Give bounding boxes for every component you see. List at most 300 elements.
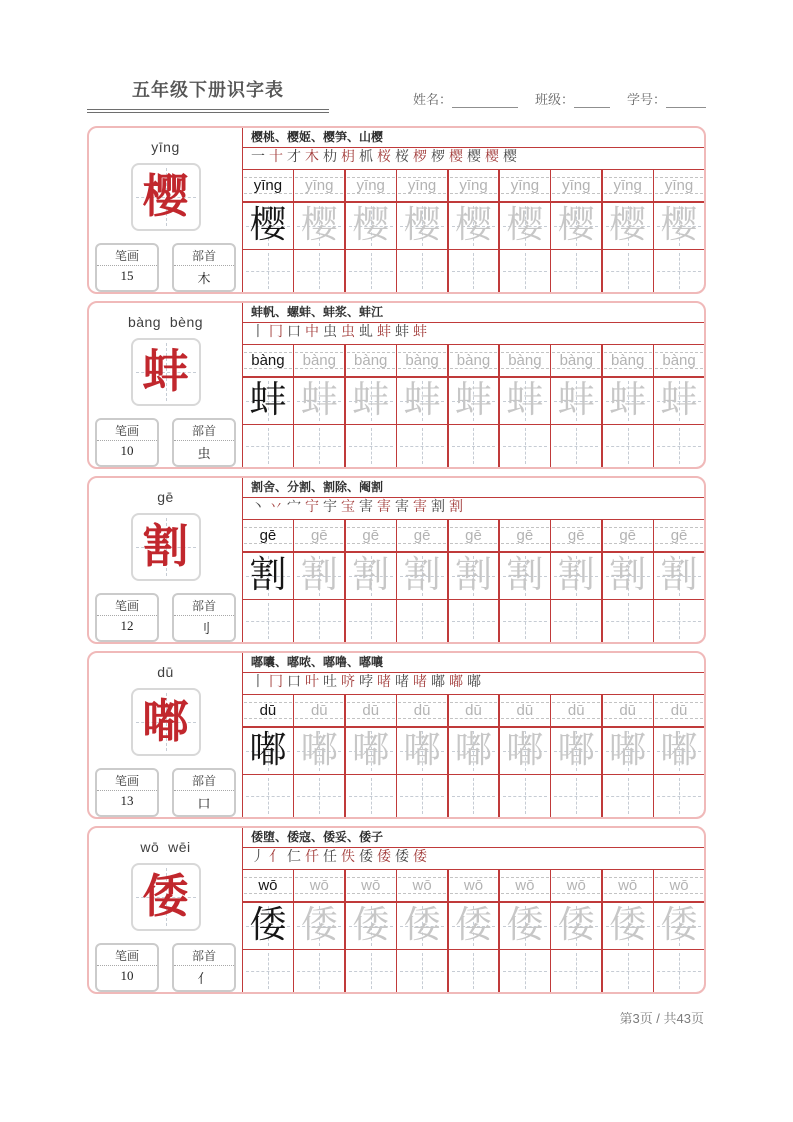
empty-practice-cell [294, 600, 344, 642]
stroke-order-glyph: 倭 [395, 850, 409, 866]
stroke-order-glyph: 嘟 [449, 675, 463, 691]
stroke-order-glyph: 害 [395, 500, 409, 516]
stroke-order-glyph: 叶 [305, 675, 319, 691]
class-label: 班级： [534, 92, 574, 107]
pinyin-cell-trace [654, 520, 704, 551]
strokes-label: 笔画 [97, 595, 157, 616]
stroke-order-glyph: 啫 [395, 675, 409, 691]
strokes-value: 15 [120, 268, 134, 283]
page-number: 第3页 / 共43页 [619, 1011, 704, 1026]
character-cell-trace [346, 903, 396, 949]
radical-box [172, 593, 236, 642]
stroke-order-glyph: 害 [413, 500, 427, 516]
pinyin-text: wō [463, 877, 484, 894]
character-text: 割 [506, 555, 544, 596]
stroke-order-glyph: 冂 [269, 325, 283, 341]
empty-practice-cell [603, 950, 653, 992]
strokes-value: 10 [120, 443, 134, 458]
empty-practice-cell [654, 250, 704, 292]
stroke-order-glyph: 任 [323, 850, 337, 866]
pinyin-text: yīng [510, 177, 540, 194]
example-words-row: 樱桃、樱姬、樱笋、山樱 [243, 128, 704, 148]
stroke-order-glyph: 十 [269, 150, 283, 166]
character-cell-trace [500, 728, 550, 774]
pinyin-cell-trace [294, 170, 344, 201]
stroke-order-glyph: 口 [287, 675, 301, 691]
pinyin-text: wō [669, 877, 689, 894]
empty-practice-cell [243, 950, 293, 992]
character-card [87, 476, 706, 644]
radical-label: 部首 [174, 770, 234, 791]
character-text: 倭 [506, 905, 544, 946]
pinyin-text: yīng [459, 177, 488, 194]
character-cards [87, 126, 706, 994]
stroke-order-glyph: 啫 [377, 675, 391, 691]
pinyin-text: dū [362, 702, 380, 719]
radical-value: 口 [197, 796, 211, 811]
pinyin-text: bàng [662, 352, 696, 369]
radical-label: 部首 [174, 595, 234, 616]
pinyin-cell-trace [346, 170, 396, 201]
stroke-order-glyph: 才 [287, 150, 301, 166]
pinyin-cell-trace [551, 870, 601, 901]
strokes-value: 12 [120, 618, 134, 633]
stroke-order-glyph: 啫 [413, 675, 427, 691]
stroke-order-glyph: 椤 [431, 150, 445, 166]
stroke-order-row [243, 148, 704, 171]
practice-grid [243, 170, 704, 292]
stroke-order-glyph: 枛 [359, 150, 373, 166]
student-id-label: 学号： [626, 92, 666, 107]
pinyin-cell-trace [654, 345, 704, 376]
character-text: 嘟 [454, 730, 492, 771]
pinyin-cell-trace [346, 345, 396, 376]
stroke-order-glyph: 枂 [341, 150, 355, 166]
pinyin-cell-trace [346, 520, 396, 551]
meta-row [95, 418, 236, 467]
character-box [131, 513, 201, 581]
stroke-order-glyph: 蚌 [413, 325, 427, 341]
character-text: 嘟 [506, 730, 544, 771]
stroke-order-glyph: 宇 [323, 500, 337, 516]
empty-practice-cell [500, 600, 550, 642]
character-text: 蚌 [403, 380, 441, 421]
radical-box [172, 243, 236, 292]
character-cell-trace [654, 553, 704, 599]
character-text: 割 [609, 555, 647, 596]
character-cell-trace [603, 203, 653, 249]
empty-practice-cell [397, 950, 447, 992]
pinyin-text: bàng [251, 352, 285, 369]
empty-practice-cell [551, 425, 601, 467]
pinyin-cell-trace [551, 520, 601, 551]
strokes-box [95, 943, 159, 992]
pinyin-cell-written [243, 345, 293, 376]
character-text: 蚌 [352, 380, 390, 421]
empty-practice-cell [294, 425, 344, 467]
pinyin-text: bàng [456, 352, 491, 369]
pinyin-cell-written [243, 520, 293, 551]
pinyin-text: gē [310, 527, 328, 544]
stroke-order-glyph: 虫 [323, 325, 337, 341]
big-character: 倭 [142, 871, 189, 922]
character-cell-trace [551, 728, 601, 774]
pinyin-text: wō [258, 877, 278, 894]
example-words-row: 割舍、分割、割除、阉割 [243, 478, 704, 498]
pinyin-text: wō [309, 877, 329, 894]
header-fields [413, 89, 706, 113]
pinyin-text: dū [413, 702, 431, 719]
radical-label: 部首 [174, 945, 234, 966]
character-cell-trace [500, 903, 550, 949]
strokes-box [95, 418, 159, 467]
character-text: 樱 [352, 205, 390, 246]
character-text: 嘟 [300, 730, 338, 771]
student-id-field [627, 89, 706, 108]
empty-practice-cell [397, 250, 447, 292]
big-character: 嘟 [142, 696, 189, 747]
stroke-order-glyph: 樱 [467, 150, 481, 166]
empty-practice-cell [551, 250, 601, 292]
stroke-order-glyph: 倭 [359, 850, 373, 866]
character-text: 倭 [609, 905, 647, 946]
page-title: 五年级下册识字表 [132, 80, 284, 100]
empty-practice-cell [346, 775, 396, 817]
character-cell-trace [603, 728, 653, 774]
pinyin-cell-trace [551, 170, 601, 201]
big-character: 樱 [142, 171, 189, 222]
pinyin-text: bàng [302, 352, 336, 369]
stroke-order-glyph: 木 [305, 150, 319, 166]
character-text: 樱 [249, 205, 287, 246]
pinyin-cell-trace [397, 170, 447, 201]
character-text: 嘟 [352, 730, 390, 771]
pinyin-text: wō [412, 877, 432, 894]
pinyin-cell-trace [654, 870, 704, 901]
practice-panel [242, 303, 704, 467]
pinyin-cell-trace [500, 170, 550, 201]
radical-value: 亻 [197, 971, 211, 986]
character-cell-trace [397, 553, 447, 599]
pinyin-text: bàng [610, 352, 645, 369]
example-words-row: 嘟囔、嘟哝、嘟噜、嘟嚷 [243, 653, 704, 673]
stroke-order-glyph: 蚌 [377, 325, 391, 341]
character-cell-trace [654, 378, 704, 424]
stroke-order-glyph: 仟 [305, 850, 319, 866]
stroke-order-glyph: 宀 [287, 500, 301, 516]
pinyin-cell-trace [449, 520, 499, 551]
meta-row [95, 768, 236, 817]
example-words-row: 倭堕、倭寇、倭妥、倭子 [243, 828, 704, 848]
character-card [87, 826, 706, 994]
footer [87, 1008, 706, 1027]
empty-practice-cell [603, 425, 653, 467]
stroke-order-glyph: 佚 [341, 850, 355, 866]
pinyin-cell-trace [346, 695, 396, 726]
character-cell-trace [500, 553, 550, 599]
pinyin-text: dū [516, 702, 534, 719]
stroke-order-glyph: 丿 [251, 850, 265, 866]
pinyin-text: wō [361, 877, 381, 894]
character-cell-trace [603, 553, 653, 599]
pinyin-text: gē [567, 527, 585, 544]
pinyin-text: dū [670, 702, 688, 719]
pinyin-text: yīng [356, 177, 385, 194]
empty-practice-cell [346, 425, 396, 467]
character-text: 蚌 [660, 380, 698, 421]
stroke-order-glyph: 丨 [251, 325, 265, 341]
meta-row [95, 243, 236, 292]
pinyin-text: bàng [405, 352, 439, 369]
character-cell-trace [346, 378, 396, 424]
empty-practice-cell [397, 425, 447, 467]
stroke-order-glyph: 倭 [377, 850, 391, 866]
character-text: 嘟 [403, 730, 441, 771]
stroke-order-glyph: 冂 [269, 675, 283, 691]
character-text: 蚌 [557, 380, 595, 421]
pinyin-cell-trace [294, 520, 344, 551]
pinyin-cell-trace [397, 345, 447, 376]
character-card [87, 651, 706, 819]
pinyin-text: bàng [508, 352, 542, 369]
character-cell-trace [294, 203, 344, 249]
pinyin-text: dū [465, 702, 482, 719]
character-text: 嘟 [660, 730, 698, 771]
character-text: 蚌 [609, 380, 647, 421]
class-field [535, 89, 610, 108]
pinyin-text: dū [619, 702, 636, 719]
character-cell-trace [397, 203, 447, 249]
character-text: 樱 [454, 205, 492, 246]
stroke-order-glyph: 宝 [341, 500, 355, 516]
character-cell-trace [654, 903, 704, 949]
name-label: 姓名： [412, 92, 452, 107]
character-text: 嘟 [249, 730, 287, 771]
stroke-order-glyph: 虬 [359, 325, 373, 341]
pinyin-text: gē [516, 527, 534, 544]
practice-grid [243, 520, 704, 642]
pinyin-text: dū [310, 702, 328, 719]
strokes-value: 10 [120, 968, 134, 983]
big-character: 蚌 [142, 346, 189, 397]
empty-practice-cell [500, 775, 550, 817]
strokes-box [95, 768, 159, 817]
pinyin-cell-trace [397, 695, 447, 726]
radical-box [172, 418, 236, 467]
character-cell-trace [449, 203, 499, 249]
stroke-order-glyph: 害 [359, 500, 373, 516]
character-cell-trace [294, 728, 344, 774]
character-text: 割 [249, 555, 287, 596]
empty-practice-cell [654, 775, 704, 817]
character-box [131, 863, 201, 931]
stroke-order-glyph: 朸 [323, 150, 337, 166]
empty-practice-cell [449, 250, 499, 292]
character-cell-trace [397, 728, 447, 774]
stroke-order-glyph: 亻 [269, 850, 283, 866]
character-cell-trace [551, 378, 601, 424]
pinyin-cell-trace [603, 695, 653, 726]
character-cell-trace [449, 553, 499, 599]
pinyin-text: yīng [613, 177, 642, 194]
pinyin-cell-trace [500, 695, 550, 726]
character-cell-trace [551, 553, 601, 599]
practice-grid [243, 695, 704, 817]
character-box [131, 688, 201, 756]
pinyin-text: gē [362, 527, 380, 544]
character-cell-trace [449, 903, 499, 949]
character-text: 倭 [660, 905, 698, 946]
character-box [131, 338, 201, 406]
empty-practice-cell [654, 425, 704, 467]
pinyin-cell-trace [449, 870, 499, 901]
class-blank-line [574, 95, 610, 108]
character-text: 嘟 [557, 730, 595, 771]
stroke-order-glyph: 樱 [449, 150, 463, 166]
character-cell-trace [603, 378, 653, 424]
character-text: 割 [300, 555, 338, 596]
card-info-panel [89, 303, 242, 467]
pinyin-cell-trace [603, 345, 653, 376]
character-cell-trace [654, 203, 704, 249]
character-cell-written [243, 728, 293, 774]
empty-practice-cell [500, 425, 550, 467]
stroke-order-glyph: 丶 [251, 500, 265, 516]
empty-practice-cell [551, 950, 601, 992]
character-text: 樱 [300, 205, 338, 246]
character-cell-trace [449, 728, 499, 774]
card-info-panel [89, 828, 242, 992]
character-text: 蚌 [249, 380, 287, 421]
name-field [413, 89, 518, 108]
stroke-order-glyph: 仁 [287, 850, 301, 866]
pinyin-cell-trace [449, 170, 499, 201]
pinyin-text: bàng [559, 352, 593, 369]
character-cell-trace [603, 903, 653, 949]
pinyin-cell-trace [500, 870, 550, 901]
empty-practice-cell [346, 950, 396, 992]
character-cell-trace [654, 728, 704, 774]
practice-panel [242, 128, 704, 292]
strokes-label: 笔画 [97, 770, 157, 791]
empty-practice-cell [243, 250, 293, 292]
pinyin-cell-trace [294, 695, 344, 726]
empty-practice-cell [449, 425, 499, 467]
stroke-order-glyph: 樱 [485, 150, 499, 166]
empty-practice-cell [603, 250, 653, 292]
practice-panel [242, 478, 704, 642]
character-text: 倭 [300, 905, 338, 946]
pinyin-cell-trace [346, 870, 396, 901]
pinyin-text: wō [566, 877, 586, 894]
empty-practice-cell [551, 600, 601, 642]
stroke-order-glyph: 桜 [395, 150, 409, 166]
strokes-box [95, 593, 159, 642]
character-text: 倭 [249, 905, 287, 946]
pinyin-text: gē [619, 527, 636, 544]
stroke-order-row [243, 848, 704, 871]
pinyin-text: bàng [354, 352, 388, 369]
card-info-panel [89, 653, 242, 817]
pinyin-cell-trace [397, 870, 447, 901]
character-cell-written [243, 378, 293, 424]
character-box [131, 163, 201, 231]
pinyin-text: gē [465, 527, 482, 544]
pinyin-cell-trace [294, 345, 344, 376]
pinyin-text: gē [259, 527, 277, 544]
character-cell-written [243, 903, 293, 949]
empty-practice-cell [243, 775, 293, 817]
stroke-order-glyph: 割 [431, 500, 445, 516]
stroke-order-glyph: 虫 [341, 325, 355, 341]
stroke-order-glyph: 吐 [323, 675, 337, 691]
empty-practice-cell [603, 600, 653, 642]
character-cell-trace [397, 378, 447, 424]
character-text: 蚌 [506, 380, 544, 421]
card-info-panel [89, 478, 242, 642]
radical-label: 部首 [174, 245, 234, 266]
character-cell-written [243, 553, 293, 599]
pinyin-cell-written [243, 870, 293, 901]
stroke-order-glyph: 嘟 [431, 675, 445, 691]
radical-value: 木 [197, 271, 211, 286]
character-cell-written [243, 203, 293, 249]
stroke-order-glyph: 哜 [341, 675, 355, 691]
pinyin-cell-trace [551, 695, 601, 726]
stroke-order-glyph: 中 [305, 325, 319, 341]
character-text: 樱 [403, 205, 441, 246]
stroke-order-glyph: 丨 [251, 675, 265, 691]
character-text: 倭 [403, 905, 441, 946]
character-cell-trace [294, 553, 344, 599]
radical-value: 虫 [197, 446, 211, 461]
big-character: 割 [142, 521, 189, 572]
character-text: 割 [352, 555, 390, 596]
strokes-label: 笔画 [97, 945, 157, 966]
pinyin-text: gē [670, 527, 688, 544]
character-cell-trace [294, 378, 344, 424]
character-text: 嘟 [609, 730, 647, 771]
pinyin-cell-written [243, 170, 293, 201]
empty-practice-cell [397, 600, 447, 642]
character-cell-trace [551, 903, 601, 949]
character-text: 蚌 [300, 380, 338, 421]
radical-value: 刂 [197, 621, 211, 636]
character-text: 割 [454, 555, 492, 596]
empty-practice-cell [603, 775, 653, 817]
character-card [87, 301, 706, 469]
empty-practice-cell [449, 950, 499, 992]
character-text: 割 [557, 555, 595, 596]
card-pinyin: gē [157, 489, 174, 505]
empty-practice-cell [449, 775, 499, 817]
pinyin-cell-trace [500, 345, 550, 376]
character-text: 樱 [609, 205, 647, 246]
radical-label: 部首 [174, 420, 234, 441]
radical-box [172, 768, 236, 817]
stroke-order-glyph: 口 [287, 325, 301, 341]
meta-row [95, 943, 236, 992]
practice-panel [242, 653, 704, 817]
character-cell-trace [397, 903, 447, 949]
pinyin-text: yīng [305, 177, 334, 194]
stroke-order-glyph: 倭 [413, 850, 427, 866]
character-text: 倭 [352, 905, 390, 946]
stroke-order-glyph: 椤 [413, 150, 427, 166]
stroke-order-glyph: 丷 [269, 500, 283, 516]
empty-practice-cell [654, 600, 704, 642]
character-text: 蚌 [454, 380, 492, 421]
